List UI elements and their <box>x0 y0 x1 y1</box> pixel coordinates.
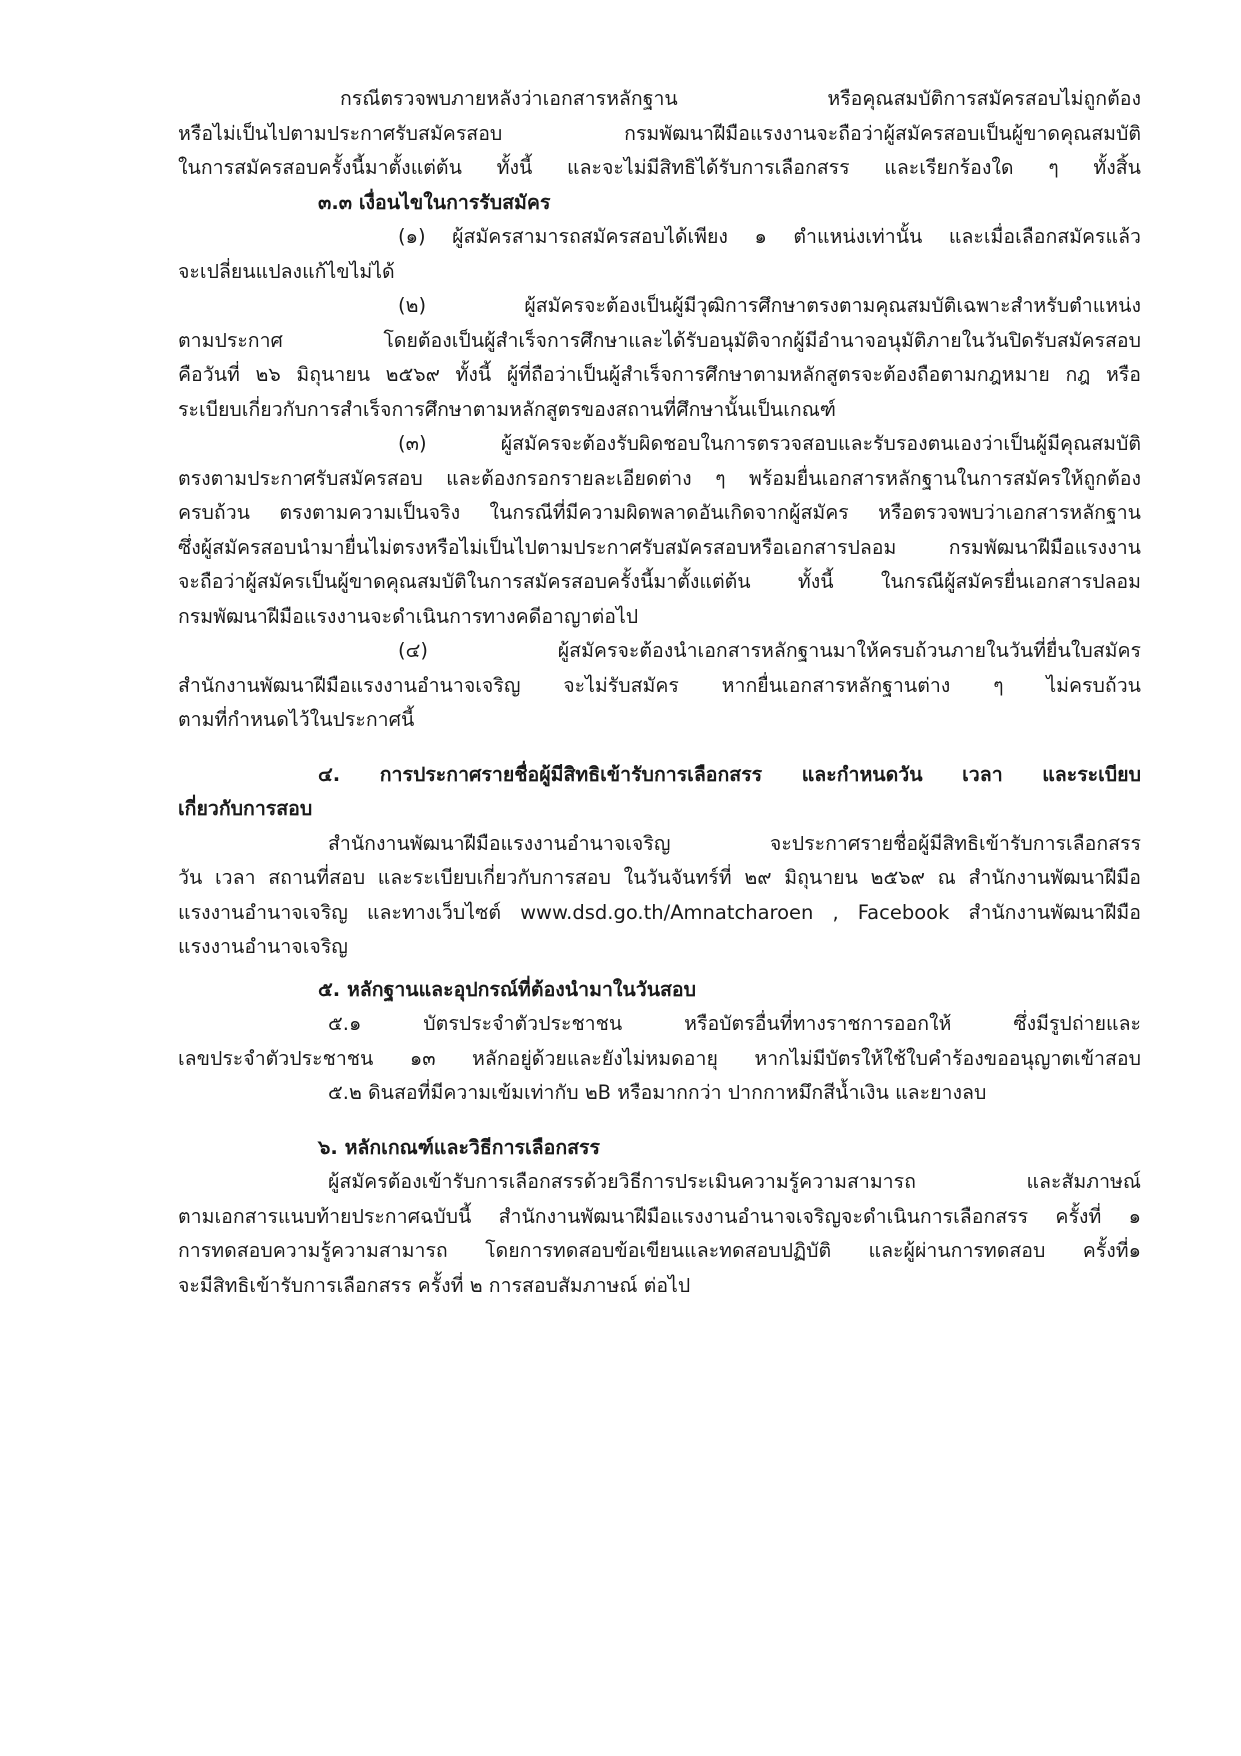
s6-body-line-4: จะมีสิทธิเข้ารับการเลือกสรร ครั้งที่ ๒ การสอบสัมภาษณ์ ต่อไป <box>178 1273 691 1297</box>
intro-line-3: ในการสมัครสอบครั้งนี้มาตั้งแต่ต้น ทั้งนี้ และจะไม่มีสิทธิได้รับการเลือกสรร และเรียกร้องใด ๆ ทั้งสิ้น <box>178 156 1141 179</box>
spacer <box>178 1111 1141 1131</box>
spacer <box>178 965 1141 973</box>
s33-p2-line-1: (๒) ผู้สมัครจะต้องเป็นผู้มีวุฒิการศึกษาตรงตามคุณสมบัติเฉพาะสำหรับตำแหน่ง <box>398 294 1141 317</box>
s33-p1-line-1: (๑) ผู้สมัครสามารถสมัครสอบได้เพียง ๑ ตำแหน่งเท่านั้น และเมื่อเลือกสมัครแล้ว <box>398 225 1141 248</box>
s6-body-line-3: การทดสอบความรู้ความสามารถ โดยการทดสอบข้อเขียนและทดสอบปฏิบัติ และผู้ผ่านการทดสอบ ครั้งที่๑ <box>178 1239 1141 1262</box>
intro-line-1: กรณีตรวจพบภายหลังว่าเอกสารหลักฐาน หรือคุณสมบัติการสมัครสอบไม่ถูกต้อง <box>340 87 1141 110</box>
document-page <box>178 82 1141 1303</box>
section-5-heading: ๕. หลักฐานและอุปกรณ์ที่ต้องนำมาในวันสอบ <box>318 977 697 1001</box>
s5-p2-line: ๕.๒ ดินสอที่มีความเข้มเท่ากับ ๒B หรือมากกว่า ปากกาหมึกสีน้ำเงิน และยางลบ <box>328 1081 987 1104</box>
s6-body-line-1: ผู้สมัครต้องเข้ารับการเลือกสรรด้วยวิธีการประเมินความรู้ความสามารถ และสัมภาษณ์ <box>328 1170 1141 1193</box>
spacer <box>178 738 1141 758</box>
s33-p3-line-3: ครบถ้วน ตรงตามความเป็นจริง ในกรณีที่มีความผิดพลาดอันเกิดจากผู้สมัคร หรือตรวจพบว่าเอกสารหลักฐาน <box>178 501 1141 524</box>
s33-p4-line-1: (๔) ผู้สมัครจะต้องนำเอกสารหลักฐานมาให้ครบถ้วนภายในวันที่ยื่นใบสมัคร <box>398 639 1141 662</box>
s5-p1-line-1: ๕.๑ บัตรประจำตัวประชาชน หรือบัตรอื่นที่ทางราชการออกให้ ซึ่งมีรูปถ่ายและ <box>328 1012 1141 1035</box>
s33-p3-line-1: (๓) ผู้สมัครจะต้องรับผิดชอบในการตรวจสอบและรับรองตนเองว่าเป็นผู้มีคุณสมบัติ <box>398 432 1141 455</box>
section-4-heading-line-1: ๔. การประกาศรายชื่อผู้มีสิทธิเข้ารับการเลือกสรร และกำหนดวัน เวลา และระเบียบ <box>318 762 1141 786</box>
s33-p3-line-6: กรมพัฒนาฝีมือแรงงานจะดำเนินการทางคดีอาญาต่อไป <box>178 604 639 628</box>
s6-body-line-2: ตามเอกสารแนบท้ายประกาศฉบับนี้ สำนักงานพัฒนาฝีมือแรงงานอำนาจเจริญจะดำเนินการเลือกสรร ครั้งที่ ๑ <box>178 1204 1141 1228</box>
section-4-heading-line-2: เกี่ยวกับการสอบ <box>178 797 313 820</box>
s33-p3-line-5: จะถือว่าผู้สมัครเป็นผู้ขาดคุณสมบัติในการสมัครสอบครั้งนี้มาตั้งแต่ต้น ทั้งนี้ ในกรณีผู้สมัครยื่นเอกสารปลอม <box>178 570 1141 593</box>
s4-body-line-2: วัน เวลา สถานที่สอบ และระเบียบเกี่ยวกับการสอบ ในวันจันทร์ที่ ๒๙ มิถุนายน ๒๕๖๙ ณ สำนักงานพัฒนาฝีมือ <box>178 866 1141 889</box>
s4-body-line-1: สำนักงานพัฒนาฝีมือแรงงานอำนาจเจริญ จะประกาศรายชื่อผู้มีสิทธิเข้ารับการเลือกสรร <box>328 831 1141 855</box>
s33-p1-line-2: จะเปลี่ยนแปลงแก้ไขไม่ได้ <box>178 259 395 283</box>
s33-p2-line-2: ตามประกาศ โดยต้องเป็นผู้สำเร็จการศึกษาและได้รับอนุมัติจากผู้มีอำนาจอนุมัติภายในวันปิดรับสมัครสอบ <box>178 328 1141 352</box>
s5-p1-line-2: เลขประจำตัวประชาชน ๑๓ หลักอยู่ด้วยและยังไม่หมดอายุ หากไม่มีบัตรให้ใช้ใบคำร้องขออนุญาตเข้าสอบ <box>178 1046 1141 1070</box>
s33-p2-line-3: คือวันที่ ๒๖ มิถุนายน ๒๕๖๙ ทั้งนี้ ผู้ที่ถือว่าเป็นผู้สำเร็จการศึกษาตามหลักสูตรจะต้องถือตามกฎหมาย กฎ หรือ <box>178 363 1141 386</box>
s33-p3-line-2: ตรงตามประกาศรับสมัครสอบ และต้องกรอกรายละเอียดต่าง ๆ พร้อมยื่นเอกสารหลักฐานในการสมัครให้ถูกต้อง <box>178 466 1141 490</box>
section-6-heading: ๖. หลักเกณฑ์และวิธีการเลือกสรร <box>318 1135 600 1159</box>
s33-p2-line-4: ระเบียบเกี่ยวกับการสำเร็จการศึกษาตามหลักสูตรของสถานที่ศึกษานั้นเป็นเกณฑ์ <box>178 397 836 421</box>
s4-body-line-4: แรงงานอำนาจเจริญ <box>178 935 348 958</box>
s4-body-line-3: แรงงานอำนาจเจริญ และทางเว็บไซต์ www.dsd.go.th/Amnatcharoen , Facebook สำนักงานพัฒนาฝีมือ <box>178 900 1141 924</box>
s33-p3-line-4: ซึ่งผู้สมัครสอบนำมายื่นไม่ตรงหรือไม่เป็นไปตามประกาศรับสมัครสอบหรือเอกสารปลอม กรมพัฒนาฝีมือแรงงาน <box>178 535 1141 559</box>
s33-p4-line-2: สำนักงานพัฒนาฝีมือแรงงานอำนาจเจริญ จะไม่รับสมัคร หากยื่นเอกสารหลักฐานต่าง ๆ ไม่ครบถ้วน <box>178 673 1141 697</box>
intro-line-2: หรือไม่เป็นไปตามประกาศรับสมัครสอบ กรมพัฒนาฝีมือแรงงานจะถือว่าผู้สมัครสอบเป็นผู้ขาดคุณสมบัติ <box>178 121 1141 145</box>
section-3-3-heading: ๓.๓ เงื่อนไขในการรับสมัคร <box>318 190 551 214</box>
s33-p4-line-3: ตามที่กำหนดไว้ในประกาศนี้ <box>178 708 415 731</box>
